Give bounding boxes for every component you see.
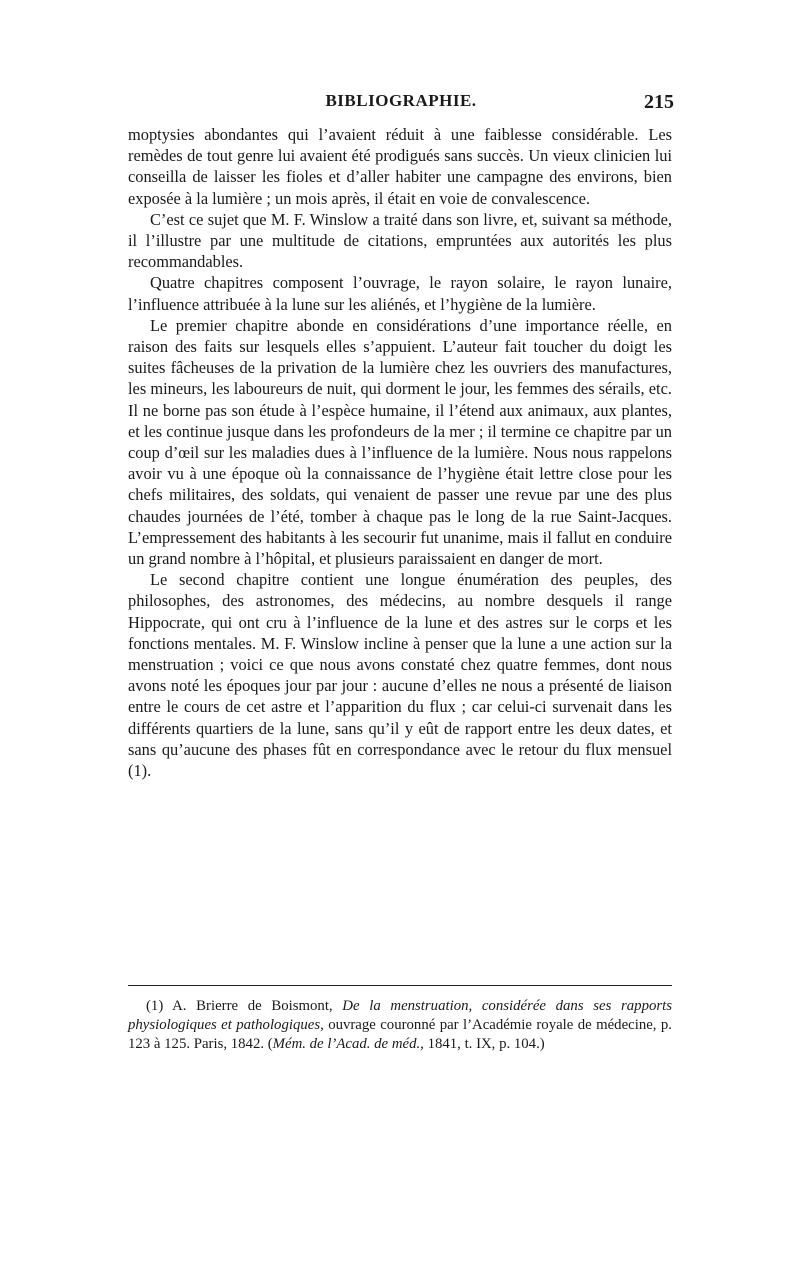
paragraph-second-chapter: Le second chapitre contient une longue énumération des peuples, des philosophes, des astronomes, des médecins, au nombre desquels il range Hippocrate, qui ont cru à l’influence de la lune et des astres sur le corps et les fonctions mentales. M. F. Winslow incline à penser que la lune a une action sur la menstruation ; voici ce que nous avons constaté chez quatre femmes, dont nous avons noté les époques jour par jour : aucune d’elles ne nous a présenté de liaison entre le cours de cet astre et l’apparition du flux ; car celui-ci survenait dans les différents quartiers de la lune, sans qu’il y eût de rapport entre les deux dates, et sans qu’aucune des phases fût en correspondance avec le retour du flux mensuel (1). — [128, 570, 672, 781]
page-number: 215 — [644, 91, 674, 113]
paragraph-four-chapters: Quatre chapitres composent l’ouvrage, le rayon solaire, le rayon lunaire, l’influence attribuée à la lune sur les aliénés, et l’hygiène de la lumière. — [128, 273, 672, 314]
body-text — [128, 124, 672, 781]
running-head — [128, 91, 674, 115]
footnote-suffix: , 1841, t. IX, p. 104.) — [420, 1036, 545, 1053]
footnote-prefix: (1) A. Brierre de Boismont, — [146, 998, 343, 1014]
footnote-middle: , ouvrage couronné par l’Académie royale de médecine, p. 123 à 125. Paris, 1842. ( — [128, 1017, 672, 1053]
paragraph-continuation: moptysies abondantes qui l’avaient réduit à une faiblesse considérable. Les remèdes de tout genre lui avaient été prodigués sans succès. Un vieux clinicien lui conseilla de laisser les fioles et d’aller habiter une campagne des environs, bien exposée à la lumière ; un mois après, il était en voie de convalescence. — [128, 125, 672, 208]
footnote-source: Mém. de l’Acad. de méd. — [272, 1036, 421, 1053]
footnote-divider — [128, 985, 672, 986]
footnote-work-title: De la menstruation, considérée dans ses rapports physiologiques et pathologiques — [128, 998, 672, 1034]
paragraph-winslow-subject: C’est ce sujet que M. F. Winslow a traité dans son livre, et, suivant sa méthode, il l’illustre par une multitude de citations, empruntées aux autorités les plus recommandables. — [128, 209, 672, 272]
footnote — [128, 997, 672, 1055]
running-title: BIBLIOGRAPHIE. — [325, 91, 477, 110]
paragraph-first-chapter: Le premier chapitre abonde en considérations d’une importance réelle, en raison des faits sur lesquels elles s’appuient. L’auteur fait toucher du doigt les suites fâcheuses de la privation de la lumière chez les ouvriers des manufactures, les mineurs, les laboureurs de nuit, qui dorment le jour, les femmes des sérails, etc. Il ne borne pas son étude à l’espèce humaine, il l’étend aux animaux, aux plantes, et les continue jusque dans les profondeurs de la mer ; il termine ce chapitre par un coup d’œil sur les maladies dues à l’influence de la lumière. Nous nous rappelons avoir vu à une époque où la connaissance de l’hygiène était lettre close pour les chefs militaires, des soldats, qui venaient de passer une revue par une des plus chaudes journées de l’été, tomber à chaque pas le long de la rue Saint-Jacques. L’empressement des habitants à les secourir fut unanime, mais il fallut en conduire un grand nombre à l’hôpital, et plusieurs paraissaient en danger de mort. — [128, 315, 672, 569]
